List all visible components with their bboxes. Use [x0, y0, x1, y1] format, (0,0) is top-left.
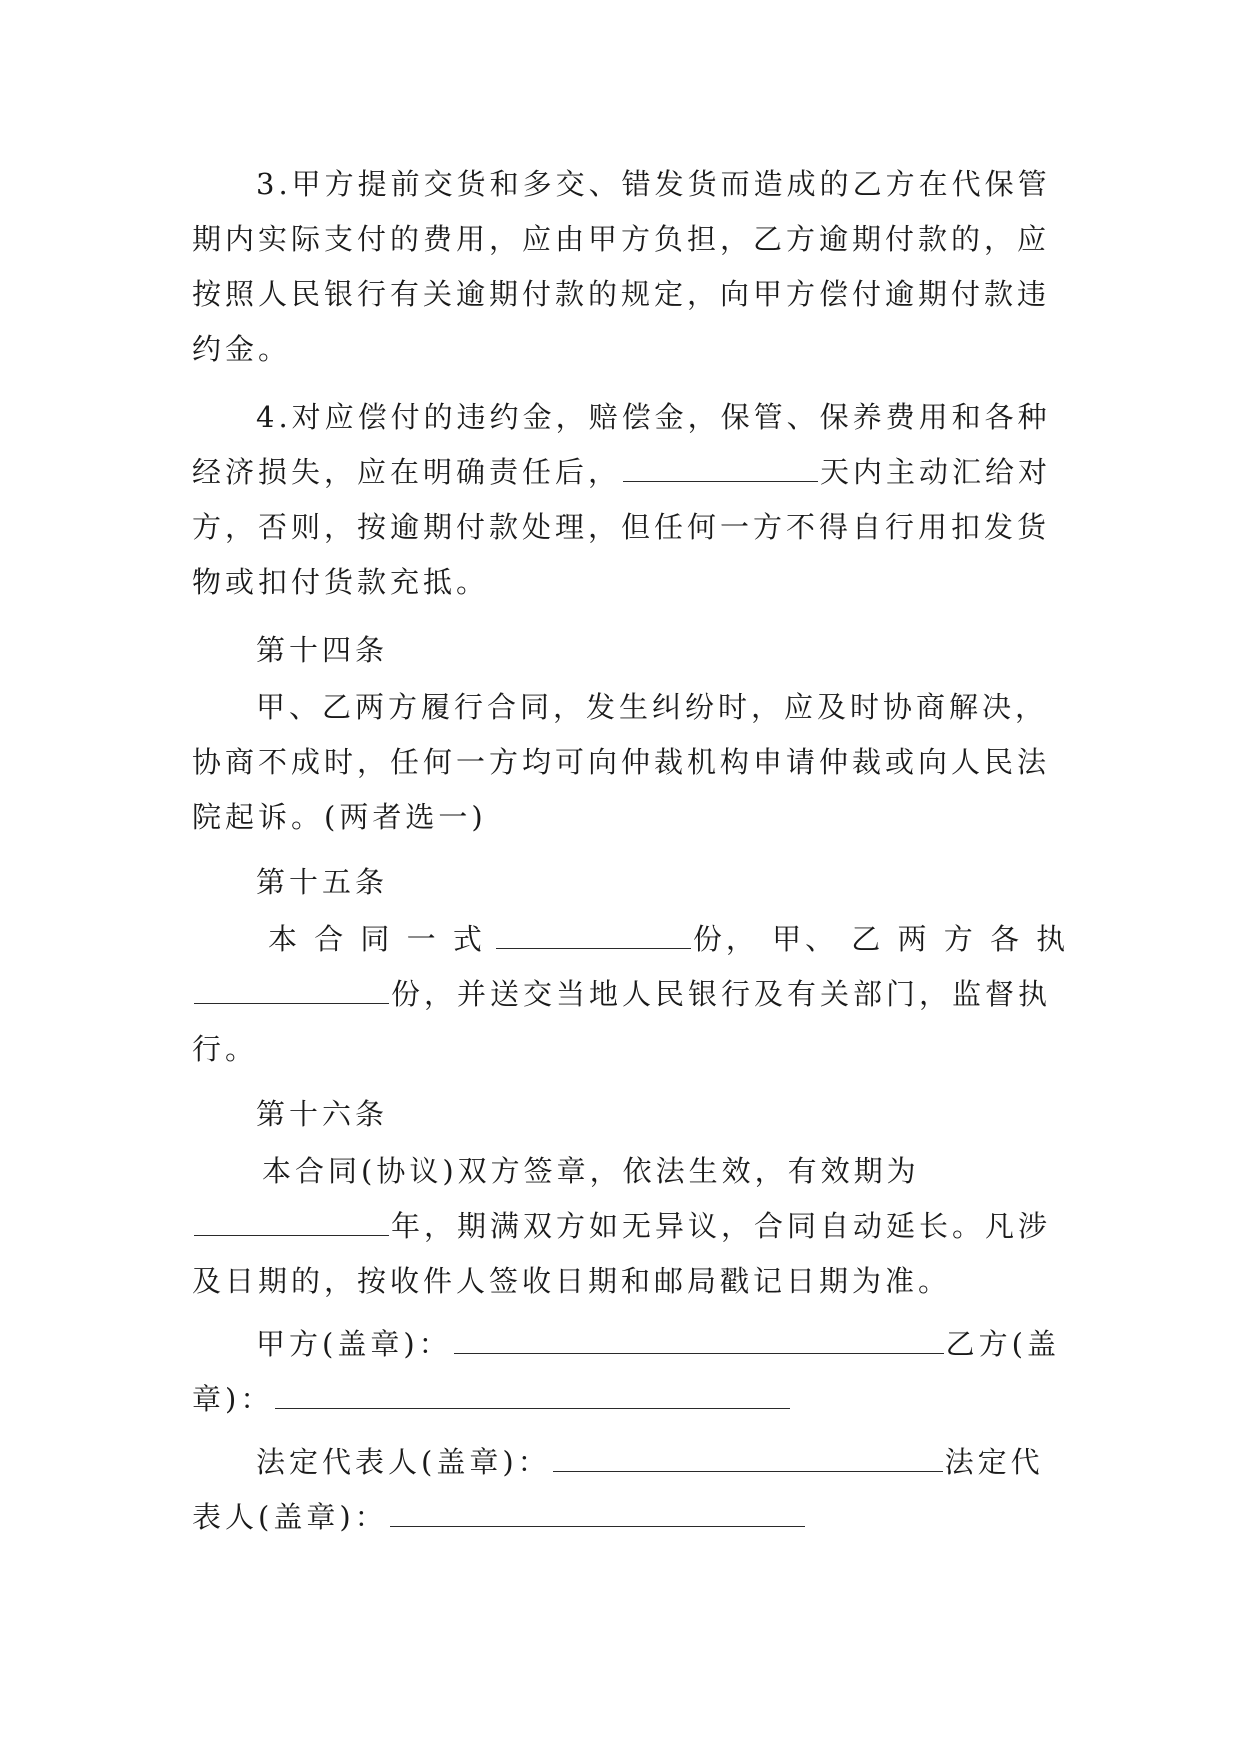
article-heading: 第十六条	[256, 1097, 389, 1131]
text-segment: 章)：	[192, 1382, 274, 1416]
text-segment: 天内主动汇给对	[820, 455, 1052, 489]
text-line: 4.对应偿付的违约金，赔偿金，保管、保养费用和各种	[256, 400, 1051, 434]
text-segment: 份，并送交当地人民银行及有关部门，监督执	[391, 977, 1052, 1011]
article-heading: 第十四条	[256, 633, 389, 667]
text-segment: 乙方(盖	[945, 1327, 1060, 1361]
fill-in-blank[interactable]	[194, 973, 389, 1004]
text-segment: 表人(盖章)：	[192, 1500, 388, 1534]
text-line: 3.甲方提前交货和多交、错发货而造成的乙方在代保管	[256, 167, 1051, 201]
party-a-rep-field[interactable]	[553, 1441, 943, 1472]
text-segment: 本 合 同 一 式	[268, 922, 486, 956]
text-line	[192, 1204, 1051, 1248]
fill-in-blank[interactable]	[194, 1205, 389, 1236]
text-line: 期内实际支付的费用，应由甲方负担，乙方逾期付款的，应	[192, 222, 1051, 256]
text-segment: 经济损失，应在明确责任后，	[192, 455, 622, 489]
text-line: 及日期的，按收件人签收日期和邮局戳记日期为准。	[192, 1264, 952, 1298]
text-segment: 法定代表人(盖章)：	[256, 1445, 551, 1479]
party-b-rep-field[interactable]	[390, 1496, 805, 1527]
text-line	[192, 972, 1051, 1016]
text-line: 协商不成时，任何一方均可向仲裁机构申请仲裁或向人民法	[192, 745, 1051, 779]
text-line: 约金。	[192, 332, 292, 366]
signature-line	[192, 1377, 792, 1421]
text-line: 按照人民银行有关逾期付款的规定，向甲方偿付逾期付款违	[192, 277, 1051, 311]
text-line: 物或扣付货款充抵。	[192, 565, 490, 599]
fill-in-blank[interactable]	[623, 451, 818, 482]
text-segment: 年，期满双方如无异议，合同自动延长。凡涉	[391, 1209, 1052, 1243]
party-b-seal-field[interactable]	[275, 1378, 790, 1409]
text-line: 方，否则，按逾期付款处理，但任何一方不得自行用扣发货	[192, 510, 1051, 544]
text-line: 院起诉。(两者选一)	[192, 800, 487, 834]
signature-line	[192, 1495, 807, 1539]
signature-line	[256, 1322, 1060, 1366]
signature-line	[256, 1440, 1044, 1484]
text-line: 行。	[192, 1032, 259, 1066]
text-segment: 甲方(盖章)：	[256, 1327, 452, 1361]
article-heading: 第十五条	[256, 865, 389, 899]
text-line: 甲、乙两方履行合同，发生纠纷时，应及时协商解决，	[256, 690, 1049, 724]
party-a-seal-field[interactable]	[454, 1323, 944, 1354]
fill-in-blank[interactable]	[496, 918, 691, 949]
text-line: 本合同(协议)双方签章，依法生效，有效期为	[262, 1154, 920, 1188]
text-segment: 份， 甲、 乙 两 方 各 执	[692, 922, 1070, 956]
text-line	[268, 917, 1069, 961]
text-line	[192, 450, 1051, 494]
text-segment: 法定代	[944, 1445, 1044, 1479]
